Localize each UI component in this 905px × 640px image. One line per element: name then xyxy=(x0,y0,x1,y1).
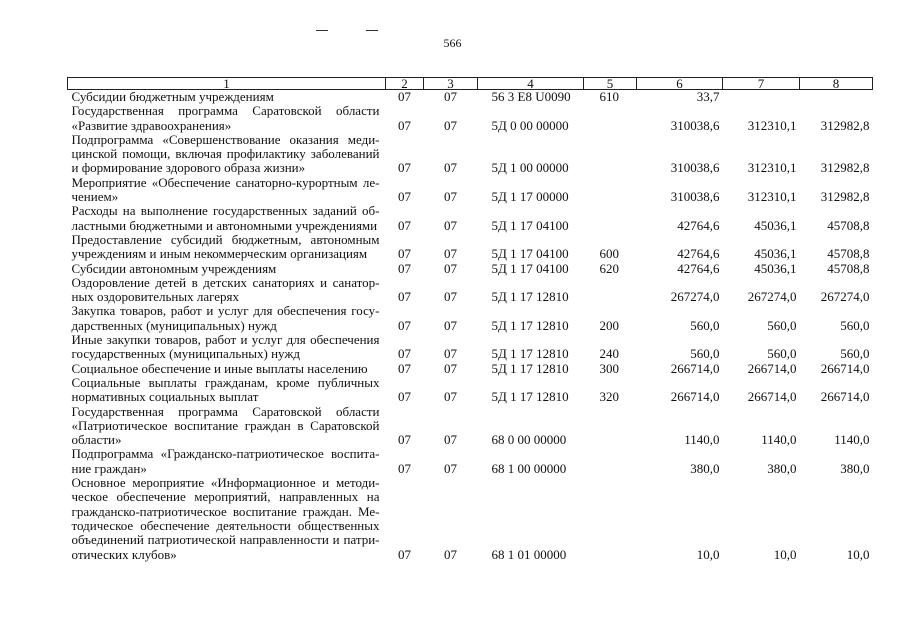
section-code: 07 xyxy=(398,260,411,276)
description-line: и формирование здорового образа жизни» xyxy=(71,160,306,176)
amount-year-2: 266714,0 xyxy=(747,360,797,376)
description-line: чением» xyxy=(71,189,119,205)
description-line: Субсидии бюджетным учреждениям xyxy=(71,89,274,104)
amount-year-1: 560,0 xyxy=(690,346,720,362)
expense-type-code xyxy=(584,405,637,448)
expense-type-code xyxy=(584,276,637,305)
amount-year-1: 33,7 xyxy=(696,89,720,104)
description-line: Закупка товаров, работ и услуг для обеспечения госу- xyxy=(71,303,380,319)
target-article-code: 68 1 00 00000 xyxy=(491,460,567,476)
description-line: Социальные выплаты гражданам, кроме публичных xyxy=(71,374,380,390)
target-article-code: 5Д 1 17 12810 xyxy=(491,317,569,333)
expense-type-code xyxy=(584,476,637,562)
column-header: 1 xyxy=(68,78,386,90)
amount-year-3: 312982,8 xyxy=(820,189,870,205)
section-code: 07 xyxy=(398,160,411,176)
description-line: государственных (муниципальных) нужд xyxy=(71,346,300,362)
description-line: Государственная программа Саратовской области xyxy=(71,403,380,419)
amount-year-2 xyxy=(723,90,800,105)
amount-year-2: 1140,0 xyxy=(761,432,797,448)
row-description xyxy=(68,405,386,448)
amount-year-1: 310038,6 xyxy=(670,189,720,205)
target-article-code: 5Д 1 00 00000 xyxy=(491,160,569,176)
expense-type-code xyxy=(584,133,637,176)
amount-year-3: 380,0 xyxy=(840,460,870,476)
table-row xyxy=(68,376,873,405)
amount-year-1: 42764,6 xyxy=(677,260,720,276)
table-row xyxy=(68,90,873,105)
row-description xyxy=(68,376,386,405)
amount-year-2: 312310,1 xyxy=(747,160,797,176)
column-header: 3 xyxy=(424,78,478,90)
section-code: 07 xyxy=(398,432,411,448)
row-description xyxy=(68,176,386,205)
amount-year-2: 312310,1 xyxy=(747,189,797,205)
amount-year-2: 45036,1 xyxy=(754,217,797,233)
table-row xyxy=(68,362,873,376)
expense-type-code: 300 xyxy=(599,360,619,376)
table-row xyxy=(68,204,873,233)
amount-year-3: 560,0 xyxy=(840,317,870,333)
subsection-code: 07 xyxy=(444,432,457,448)
page-number: 566 xyxy=(443,36,462,50)
subsection-code: 07 xyxy=(444,389,457,405)
table-row xyxy=(68,276,873,305)
amount-year-1: 42764,6 xyxy=(677,246,720,262)
column-header: 8 xyxy=(800,78,873,90)
amount-year-3: 312982,8 xyxy=(820,160,870,176)
row-description xyxy=(68,204,386,233)
table-row xyxy=(68,133,873,176)
description-line: Предоставление субсидий бюджетным, автономным xyxy=(71,231,380,247)
amount-year-1: 310038,6 xyxy=(670,117,720,133)
description-line: «Развитие здравоохранения» xyxy=(71,117,232,133)
amount-year-3: 266714,0 xyxy=(820,389,870,405)
subsection-code: 07 xyxy=(444,317,457,333)
expense-type-code xyxy=(584,204,637,233)
row-description xyxy=(68,90,386,105)
table-row xyxy=(68,233,873,262)
subsection-code: 07 xyxy=(444,246,457,262)
expense-type-code xyxy=(584,447,637,476)
description-line: учреждениям и иным некоммерческим организациям xyxy=(71,246,368,262)
scan-mark xyxy=(316,30,328,31)
expense-type-code: 240 xyxy=(599,346,619,362)
target-article-code: 5Д 1 17 12810 xyxy=(491,289,569,305)
section-code: 07 xyxy=(398,289,411,305)
subsection-code: 07 xyxy=(444,89,457,104)
section-code: 07 xyxy=(398,360,411,376)
section-code: 07 xyxy=(398,246,411,262)
amount-year-1: 267274,0 xyxy=(670,289,720,305)
subsection-code: 07 xyxy=(444,217,457,233)
section-code: 07 xyxy=(398,117,411,133)
column-header: 5 xyxy=(584,78,637,90)
amount-year-3: 45708,8 xyxy=(827,217,870,233)
amount-year-2: 560,0 xyxy=(767,346,797,362)
table-row xyxy=(68,262,873,276)
amount-year-2: 380,0 xyxy=(767,460,797,476)
target-article-code: 5Д 1 17 04100 xyxy=(491,246,569,262)
subsection-code: 07 xyxy=(444,160,457,176)
amount-year-3: 312982,8 xyxy=(820,117,870,133)
amount-year-1: 380,0 xyxy=(690,460,720,476)
description-line: Социальное обеспечение и иные выплаты населению xyxy=(71,360,368,376)
column-header: 7 xyxy=(723,78,800,90)
expense-type-code: 600 xyxy=(599,246,619,262)
column-header: 2 xyxy=(386,78,424,90)
amount-year-1: 10,0 xyxy=(696,546,720,562)
target-article-code: 5Д 1 17 12810 xyxy=(491,360,569,376)
row-description xyxy=(68,133,386,176)
row-description xyxy=(68,262,386,276)
amount-year-3: 266714,0 xyxy=(820,360,870,376)
amount-year-2: 45036,1 xyxy=(754,260,797,276)
subsection-code: 07 xyxy=(444,117,457,133)
subsection-code: 07 xyxy=(444,346,457,362)
expense-type-code: 200 xyxy=(599,317,619,333)
amount-year-3 xyxy=(800,90,873,105)
section-code: 07 xyxy=(398,460,411,476)
target-article-code: 5Д 1 17 12810 xyxy=(491,389,569,405)
amount-year-2: 10,0 xyxy=(773,546,797,562)
description-line: ластными бюджетными и автономными учреждениями xyxy=(71,217,378,233)
description-line: ных оздоровительных лагерях xyxy=(71,289,240,305)
row-description xyxy=(68,476,386,562)
amount-year-2: 267274,0 xyxy=(747,289,797,305)
amount-year-2: 560,0 xyxy=(767,317,797,333)
description-line: отических клубов» xyxy=(71,546,177,562)
description-line: тодическое обеспечение деятельности общественных xyxy=(71,517,380,533)
row-description xyxy=(68,233,386,262)
description-line: Подпрограмма «Совершенствование оказания меди- xyxy=(71,131,380,147)
subsection-code: 07 xyxy=(444,260,457,276)
target-article-code: 5Д 1 17 04100 xyxy=(491,217,569,233)
row-description xyxy=(68,304,386,333)
table-row xyxy=(68,104,873,133)
amount-year-1: 266714,0 xyxy=(670,360,720,376)
target-article-code: 5Д 1 17 00000 xyxy=(491,189,569,205)
section-code: 07 xyxy=(398,89,411,104)
amount-year-1: 266714,0 xyxy=(670,389,720,405)
description-line: дарственных (муниципальных) нужд xyxy=(71,317,277,333)
subsection-code: 07 xyxy=(444,360,457,376)
section-code: 07 xyxy=(398,346,411,362)
expense-type-code xyxy=(584,104,637,133)
description-line: Мероприятие «Обеспечение санаторно-курортным ле- xyxy=(71,174,380,190)
table-row xyxy=(68,304,873,333)
target-article-code: 5Д 0 00 00000 xyxy=(491,117,569,133)
description-line: Расходы на выполнение государственных заданий об- xyxy=(71,203,380,219)
amount-year-3: 267274,0 xyxy=(820,289,870,305)
target-article-code: 5Д 1 17 12810 xyxy=(491,346,569,362)
row-description xyxy=(68,362,386,376)
section-code: 07 xyxy=(398,317,411,333)
row-description xyxy=(68,333,386,362)
subsection-code: 07 xyxy=(444,189,457,205)
expense-type-code: 610 xyxy=(599,89,619,104)
amount-year-1: 42764,6 xyxy=(677,217,720,233)
description-line: ческое обеспечение мероприятий, направленных на xyxy=(71,489,380,505)
scan-mark xyxy=(366,30,378,31)
target-article-code: 68 1 01 00000 xyxy=(491,546,567,562)
description-line: ние граждан» xyxy=(71,460,147,476)
target-article-code: 5Д 1 17 04100 xyxy=(491,260,569,276)
description-line: нормативных социальных выплат xyxy=(71,389,259,405)
description-line: Подпрограмма «Гражданско-патриотическое воспита- xyxy=(71,446,380,462)
table-row xyxy=(68,176,873,205)
row-description xyxy=(68,104,386,133)
table-row xyxy=(68,405,873,448)
description-line: «Патриотическое воспитание граждан в Саратовской xyxy=(71,417,380,433)
amount-year-3: 1140,0 xyxy=(834,432,870,448)
header-row xyxy=(68,78,873,90)
amount-year-3: 45708,8 xyxy=(827,260,870,276)
row-description xyxy=(68,276,386,305)
description-line: области» xyxy=(71,432,122,448)
table-row xyxy=(68,447,873,476)
amount-year-3: 560,0 xyxy=(840,346,870,362)
description-line: Субсидии автономным учреждениям xyxy=(71,260,277,276)
section-code: 07 xyxy=(398,189,411,205)
section-code: 07 xyxy=(398,546,411,562)
subsection-code: 07 xyxy=(444,460,457,476)
column-header: 6 xyxy=(637,78,723,90)
subsection-code: 07 xyxy=(444,289,457,305)
description-line: цинской помощи, включая профилактику заболеваний xyxy=(71,146,380,162)
budget-table xyxy=(67,77,873,562)
table-row xyxy=(68,333,873,362)
description-line: Оздоровление детей в детских санаториях и санатор- xyxy=(71,274,380,290)
expense-type-code xyxy=(584,176,637,205)
target-article-code: 56 3 E8 U0090 xyxy=(491,89,571,104)
amount-year-2: 45036,1 xyxy=(754,246,797,262)
column-header: 4 xyxy=(478,78,584,90)
description-line: гражданско-патриотическое воспитание граждан. Ме- xyxy=(71,503,380,519)
section-code: 07 xyxy=(398,217,411,233)
amount-year-2: 266714,0 xyxy=(747,389,797,405)
amount-year-2: 312310,1 xyxy=(747,117,797,133)
expense-type-code: 620 xyxy=(599,260,619,276)
amount-year-1: 310038,6 xyxy=(670,160,720,176)
table-row xyxy=(68,476,873,562)
description-line: объединений патриотической направленности и патри- xyxy=(71,532,380,548)
amount-year-3: 10,0 xyxy=(846,546,870,562)
description-line: Государственная программа Саратовской области xyxy=(71,103,380,119)
amount-year-1: 1140,0 xyxy=(684,432,720,448)
subsection-code: 07 xyxy=(444,546,457,562)
amount-year-1: 560,0 xyxy=(690,317,720,333)
section-code: 07 xyxy=(398,389,411,405)
description-line: Основное мероприятие «Информационное и методи- xyxy=(71,475,380,491)
expense-type-code: 320 xyxy=(599,389,619,405)
description-line: Иные закупки товаров, работ и услуг для обеспечения xyxy=(71,332,380,348)
row-description xyxy=(68,447,386,476)
amount-year-3: 45708,8 xyxy=(827,246,870,262)
target-article-code: 68 0 00 00000 xyxy=(491,432,567,448)
